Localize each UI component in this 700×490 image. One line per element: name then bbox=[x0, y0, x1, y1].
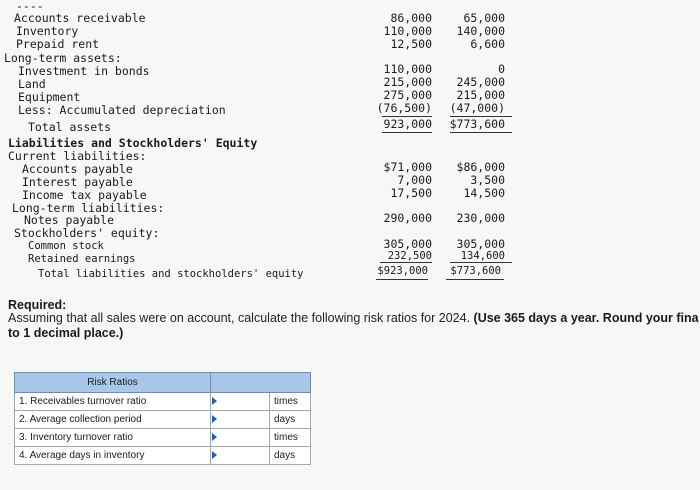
unit-label: days bbox=[270, 411, 311, 429]
instructions-bold: (Use 365 days a year. Round your fina bbox=[473, 311, 699, 325]
table-row bbox=[15, 393, 311, 411]
bs-value-2023: $773,600 bbox=[450, 265, 501, 277]
total-rule bbox=[382, 132, 432, 133]
ratio-label: 3. Inventory turnover ratio bbox=[15, 429, 211, 447]
bs-section-heading: Stockholders' equity: bbox=[14, 226, 160, 240]
bs-value-2024: 86,000 bbox=[390, 11, 432, 25]
table-header: Risk Ratios bbox=[15, 373, 211, 393]
bs-value-2024: 17,500 bbox=[390, 186, 432, 200]
bs-value-2023: 6,600 bbox=[470, 37, 505, 51]
answer-input[interactable] bbox=[211, 447, 270, 465]
bs-label: Accounts receivable bbox=[14, 11, 146, 25]
unit-label: times bbox=[270, 429, 311, 447]
bs-label: Investment in bonds bbox=[18, 64, 150, 78]
ratio-label: 2. Average collection period bbox=[15, 411, 211, 429]
bs-total-label: Total assets bbox=[28, 120, 112, 134]
bs-value-2024: 110,000 bbox=[383, 24, 432, 38]
bs-value-2023: $86,000 bbox=[456, 160, 505, 174]
bs-section-heading: Current liabilities: bbox=[8, 149, 147, 163]
ratio-label: 4. Average days in inventory bbox=[15, 447, 211, 465]
bs-label: Notes payable bbox=[24, 213, 115, 227]
bs-value-2023: 245,000 bbox=[456, 75, 505, 89]
bs-value-2023: 230,000 bbox=[456, 211, 505, 225]
bs-label: Interest payable bbox=[22, 175, 133, 189]
subtotal-rule bbox=[380, 262, 432, 263]
bs-value-2024: 305,000 bbox=[383, 237, 432, 251]
bs-value-2023: 134,600 bbox=[460, 250, 505, 262]
bs-value-2024: $71,000 bbox=[383, 160, 432, 174]
ratio-label: 1. Receivables turnover ratio bbox=[15, 393, 211, 411]
bs-label: Equipment bbox=[18, 90, 81, 104]
bs-heading: Liabilities and Stockholders' Equity bbox=[8, 136, 258, 150]
answer-input[interactable] bbox=[211, 411, 270, 429]
total-rule bbox=[376, 279, 428, 280]
bs-value-2024: 110,000 bbox=[383, 62, 432, 76]
bs-value-2024: 12,500 bbox=[390, 37, 432, 51]
bs-label: Less: Accumulated depreciation bbox=[18, 103, 226, 117]
caret-icon bbox=[212, 415, 217, 423]
bs-value-2023: 140,000 bbox=[456, 24, 505, 38]
unit-label: times bbox=[270, 393, 311, 411]
total-rule bbox=[450, 132, 512, 133]
caret-icon bbox=[212, 433, 217, 441]
table-row bbox=[15, 411, 311, 429]
bs-value-2024: $923,000 bbox=[377, 265, 428, 277]
answer-input[interactable] bbox=[211, 393, 270, 411]
bs-label: Common stock bbox=[28, 240, 104, 252]
top-dash: ---- bbox=[16, 0, 44, 13]
bs-label: Prepaid rent bbox=[16, 37, 100, 51]
bs-value-2023: 305,000 bbox=[456, 237, 505, 251]
bs-value-2023: 14,500 bbox=[463, 186, 505, 200]
risk-ratios-table bbox=[14, 372, 311, 465]
instructions-plain: Assuming that all sales were on account, calculate the following risk ratios for 2024. bbox=[8, 311, 471, 325]
required-instructions bbox=[8, 311, 700, 341]
bs-value-2023: 0 bbox=[498, 62, 505, 76]
bs-label: Inventory bbox=[16, 24, 79, 38]
bs-label: Retained earnings bbox=[28, 253, 136, 265]
table-row bbox=[15, 429, 311, 447]
bs-total-label: Total liabilities and stockholders' equity bbox=[38, 268, 304, 280]
subtotal-rule bbox=[450, 262, 512, 263]
instructions-bold-cont: to 1 decimal place.) bbox=[8, 326, 124, 340]
bs-value-2023: (47,000) bbox=[449, 101, 505, 115]
bs-value-2024: 215,000 bbox=[383, 75, 432, 89]
bs-value-2024: 275,000 bbox=[383, 88, 432, 102]
table-header-blank bbox=[211, 373, 311, 393]
bs-value-2023: 215,000 bbox=[456, 88, 505, 102]
required-heading: Required: bbox=[8, 298, 67, 312]
bs-value-2024: 7,000 bbox=[397, 173, 432, 187]
bs-value-2024: 290,000 bbox=[383, 211, 432, 225]
bs-value-2023: 3,500 bbox=[470, 173, 505, 187]
bs-value-2023: $773,600 bbox=[449, 117, 505, 131]
caret-icon bbox=[212, 451, 217, 459]
bs-section-heading: Long-term liabilities: bbox=[12, 201, 165, 215]
unit-label: days bbox=[270, 447, 311, 465]
bs-value-2023: 65,000 bbox=[463, 11, 505, 25]
bs-label: Income tax payable bbox=[22, 188, 147, 202]
bs-section-heading: Long-term assets: bbox=[4, 51, 122, 65]
bs-label: Land bbox=[18, 77, 46, 91]
table-row bbox=[15, 447, 311, 465]
bs-label: Accounts payable bbox=[22, 162, 133, 176]
bs-value-2024: 232,500 bbox=[387, 250, 432, 262]
total-rule bbox=[446, 279, 504, 280]
answer-input[interactable] bbox=[211, 429, 270, 447]
caret-icon bbox=[212, 397, 217, 405]
bs-value-2024: (76,500) bbox=[376, 101, 432, 115]
bs-value-2024: 923,000 bbox=[383, 117, 432, 131]
